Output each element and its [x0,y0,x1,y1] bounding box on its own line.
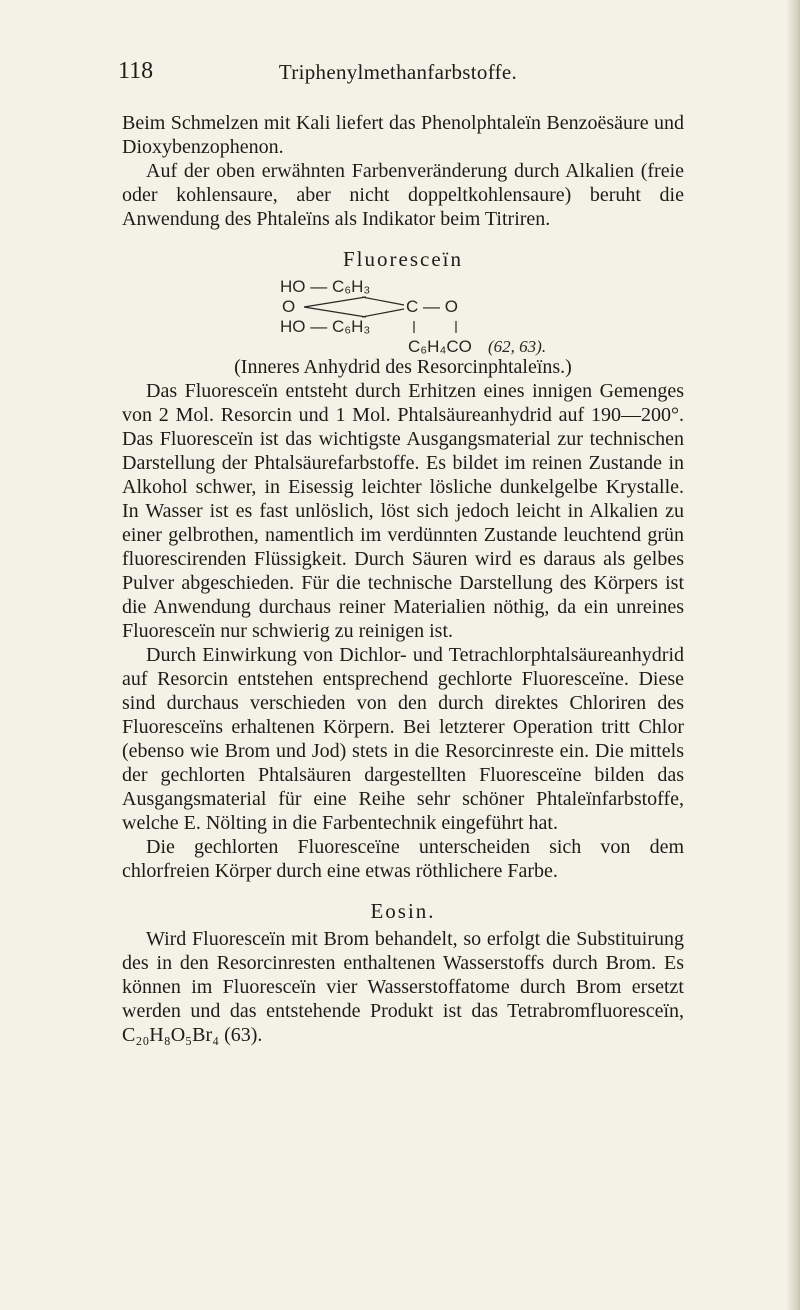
formula-row-1: HO — C₆H₃ [280,277,371,296]
page-header [118,58,678,88]
paragraph-benzoesaeure: Beim Schmelzen mit Kali liefert das Phenolphtaleïn Benzoësäure und Dioxybenzophenon. [122,112,684,158]
running-title: Triphenylmethanfarbstoffe. [278,60,518,84]
page-edge-shadow [786,0,800,1310]
section-title-fluorescein: Fluoresceïn [343,247,463,271]
formula-row-2-right: C — O [406,297,458,316]
paragraph-chlorfrei: Die gechlorten Fluoresceïne unterscheiden sich von dem chlorfreien Körper durch eine etwas röthlichere Farbe. [122,836,684,882]
formula-caption: (Inneres Anhydrid des Resorcinphtaleïns.) [234,356,572,378]
paragraph-eosin: Wird Fluoresceïn mit Brom behandelt, so erfolgt die Substituirung des in den Resorcinresten enthaltenen Wasserstoffs durch Brom. Es können im Fluoresceïn vier Wasserstoffatome durch Brom ersetzt werden und das entstehende Produkt ist das Tetrabromfluoresceïn, C₂₀H₈O₅Br₄ (63). [122,928,684,1046]
formula-reference: (62, 63). [488,337,547,356]
formula-row-4: C₆H₄CO [408,337,472,356]
paragraph-fluorescein-darstellung: Das Fluoresceïn entsteht durch Erhitzen eines innigen Gemenges von 2 Mol. Resorcin und 1 Mol. Phtalsäureanhydrid auf 190—200°. Das Fluoresceïn ist das wichtigste Ausgangsmaterial zur technischen Darstellung der Phtalsäurefarbstoffe. Es bildet im reinen Zustande in Alkohol schwer, in Eisessig leichter lösliche dunkelgelbe Krystalle. In Wasser ist es fast unlöslich, löst sich jedoch leicht in Alkalien zu einer gelbrothen, namentlich im verdünnten Zustande leuchtend grün fluorescirenden Flüssigkeit. Durch Säuren wird es daraus als gelbes Pulver abgeschieden. Für die technische Darstellung des Körpers ist die Anwendung durchaus reiner Materialien nöthig, da ein unreines Fluoresceïn nur schwierig zu reinigen ist. [122,380,684,642]
section-title-eosin: Eosin. [370,899,436,923]
formula-row-3: HO — C₆H₃ [280,317,371,336]
page-body [122,111,684,1047]
fluorescein-structural-formula [278,275,684,355]
paragraph-gechlorte-fluoresceine: Durch Einwirkung von Dichlor- und Tetrachlorphtalsäureanhydrid auf Resorcin entstehen entsprechend gechlorte Fluoresceïne. Diese sind durchaus verschieden von den durch direktes Chloriren des Fluoresceïns erhaltenen Körpern. Bei letzterer Operation tritt Chlor (ebenso wie Brom und Jod) stets in die Resorcinreste ein. Die mittels der gechlorten Phtalsäuren dargestellten Fluoresceïne bilden das Ausgangsmaterial für eine Reihe sehr schöner Phtaleïnfarbstoffe, welche E. Nölting in die Farbentechnik eingeführt hat. [122,644,684,834]
formula-row-2: O [282,297,296,316]
paragraph-indikator: Auf der oben erwähnten Farbenveränderung durch Alkalien (freie oder kohlensaure, aber nicht doppeltkohlensaure) beruht die Anwendung des Phtaleïns als Indikator beim Titriren. [122,160,684,230]
page-number: 118 [118,58,154,84]
